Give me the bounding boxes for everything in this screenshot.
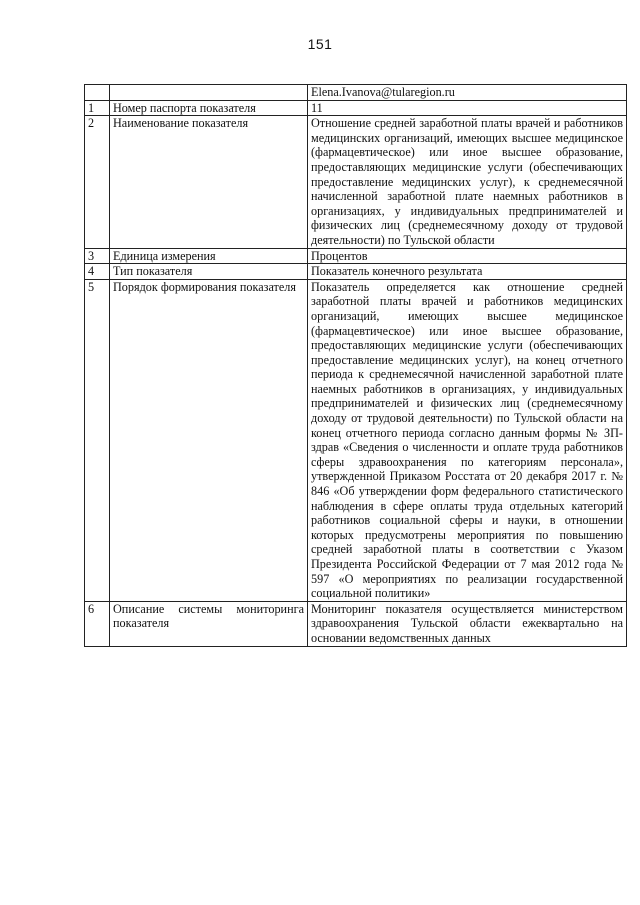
indicator-passport-table xyxy=(84,84,627,647)
row-number: 6 xyxy=(85,601,110,646)
empty-cell xyxy=(85,85,110,101)
table-row xyxy=(85,116,627,248)
row-label: Описание системы мониторинга показателя xyxy=(110,601,308,646)
table-row xyxy=(85,248,627,264)
table-row-contact xyxy=(85,85,627,101)
row-value: Мониторинг показателя осуществляется министерством здравоохранения Тульской области ежеквартально на основании ведомственных данных xyxy=(308,601,627,646)
empty-cell xyxy=(110,85,308,101)
row-value: Показатель определяется как отношение средней заработной платы врачей и работников медицинских организаций, имеющих высшее медицинское (фармацевтическое) или иное высшее образование, предоставляющих медицинские услуги (обеспечивающих предоставление медицинских услуг), на конец отчетного периода к среднемесячной начисленной заработной плате наемных работников в организациях, у индивидуальных предпринимателей и физических лиц (среднемесячному доходу от трудовой деятельности) по Тульской области на конец отчетного периода согласно данным формы № ЗП-здрав «Сведения о численности и оплате труда работников сферы здравоохранения по категориям персонала», утвержденной Приказом Росстата от 20 декабря 2017 г. № 846 «Об утверждении форм федерального статистического наблюдения в сфере оплаты труда отдельных категорий работников социальной сферы и науки, в отношении которых предусмотрены мероприятия по повышению средней заработной платы в соответствии с Указом Президента Российской Федерации от 7 мая 2012 года № 597 «О мероприятиях по реализации государственной социальной политики» xyxy=(308,279,627,601)
row-label: Наименование показателя xyxy=(110,116,308,248)
table-row xyxy=(85,279,627,601)
table-row xyxy=(85,601,627,646)
row-number: 4 xyxy=(85,264,110,280)
row-value: Процентов xyxy=(308,248,627,264)
row-label: Тип показателя xyxy=(110,264,308,280)
row-label: Порядок формирования показателя xyxy=(110,279,308,601)
page-number: 151 xyxy=(307,36,333,52)
row-number: 2 xyxy=(85,116,110,248)
row-value: Показатель конечного результата xyxy=(308,264,627,280)
row-number: 3 xyxy=(85,248,110,264)
contact-email: Elena.Ivanova@tularegion.ru xyxy=(308,85,627,101)
row-number: 1 xyxy=(85,100,110,116)
row-value: Отношение средней заработной платы врачей и работников медицинских организаций, имеющих высшее медицинское (фармацевтическое) или иное высшее образование, предоставляющих медицинские услуги (обеспечивающих предоставление медицинских услуг), к среднемесячной начисленной заработной плате наемных работников в организациях, у индивидуальных предпринимателей и физических лиц (среднемесячному доходу от трудовой деятельности) по Тульской области xyxy=(308,116,627,248)
table-row xyxy=(85,264,627,280)
table-row xyxy=(85,100,627,116)
row-number: 5 xyxy=(85,279,110,601)
row-label: Единица измерения xyxy=(110,248,308,264)
row-value: 11 xyxy=(308,100,627,116)
row-label: Номер паспорта показателя xyxy=(110,100,308,116)
